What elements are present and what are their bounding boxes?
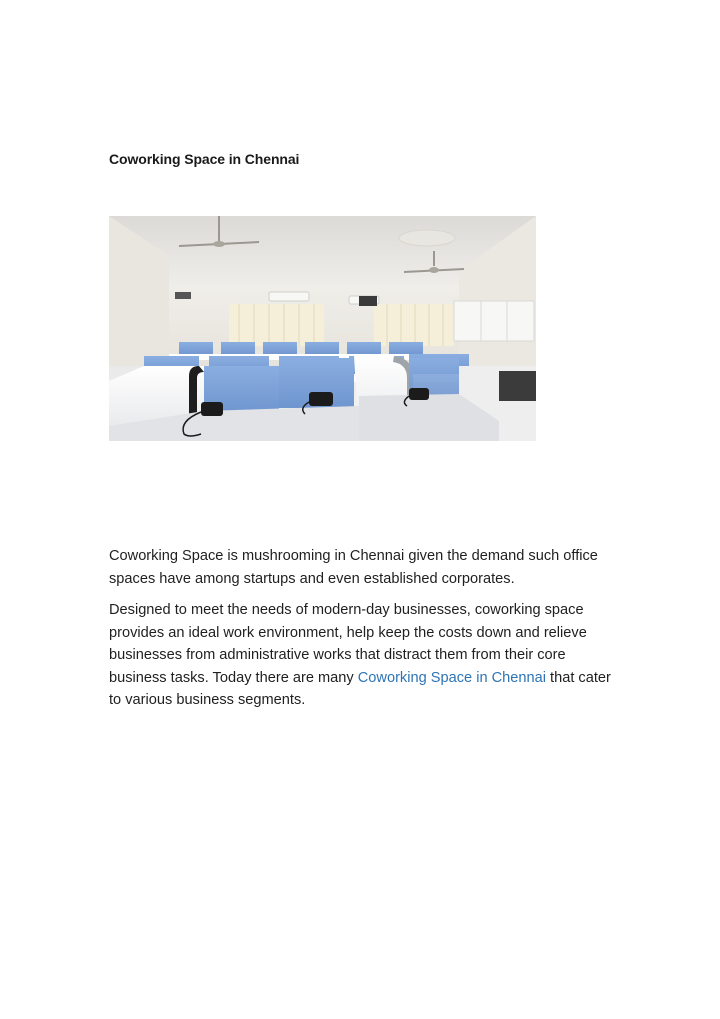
coworking-space-link[interactable]: Coworking Space in Chennai (357, 669, 546, 686)
page-title: Coworking Space in Chennai (109, 151, 300, 167)
paragraph-details (109, 599, 619, 712)
article-body (109, 545, 619, 721)
paragraph-details-tail: that cater to various business segments. (109, 669, 611, 708)
office-photo (109, 216, 536, 441)
paragraph-intro: Coworking Space is mushrooming in Chennai given the demand such office spaces have among startups and even established corporates. (109, 548, 598, 587)
paragraph-details-text: Designed to meet the needs of modern-day businesses, coworking space provides an ideal work environment, help keep the costs down and relieve businesses from administrative works that distract them from their core business tasks. Today there are many (109, 602, 587, 686)
